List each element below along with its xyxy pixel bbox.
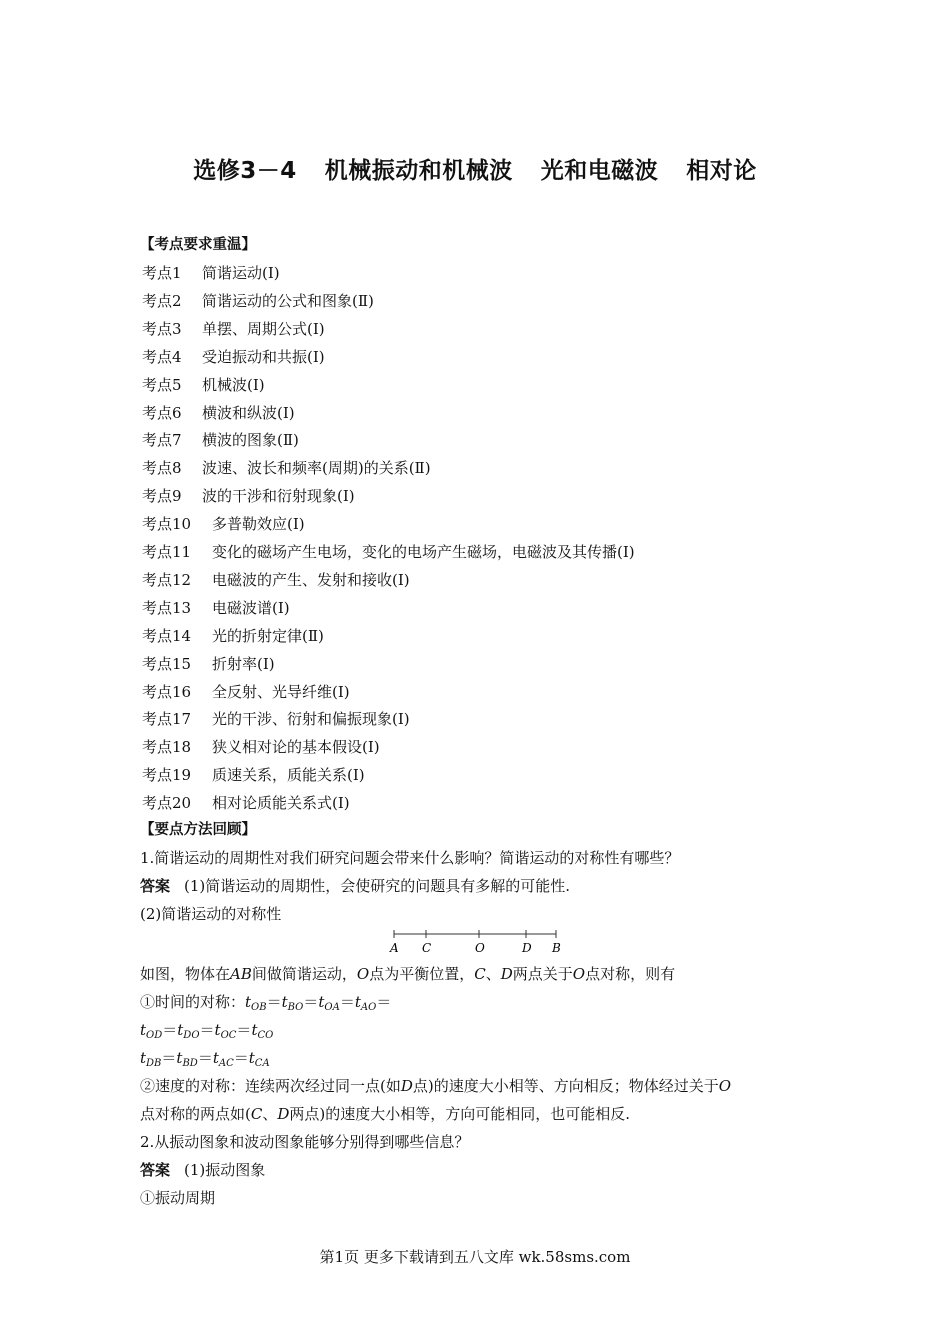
page-footer: 第1页 更多下载请到五八文库 wk.58sms.com [319, 1248, 631, 1266]
text: 点)的速度大小相等、方向相反；物体经过关于 [412, 1077, 719, 1095]
kaodian-item [142, 682, 350, 702]
sub: OA [324, 1002, 340, 1013]
text: 、 [485, 965, 501, 983]
kaodian-text: 全反射、光导纤维(Ⅰ) [212, 682, 350, 701]
var-O: O [356, 965, 370, 983]
eq-sign: ＝ [376, 993, 392, 1011]
title-part-2: 机械振动和机械波 [324, 158, 513, 184]
var-t: t [245, 993, 252, 1011]
kaodian-number: 考点12 [142, 570, 192, 589]
kaodian-text: 横波和纵波(Ⅰ) [202, 403, 295, 422]
eq-sign: ＝ [266, 993, 282, 1011]
kaodian-number: 考点7 [142, 431, 182, 450]
kaodian-number: 考点8 [142, 459, 182, 478]
question-2: 2.从振动图象和波动图象能够分别得到哪些信息？ [140, 1133, 470, 1151]
var-AB: AB [230, 965, 252, 983]
kaodian-item [142, 458, 431, 478]
text: 两点)的速度大小相等，方向可能相同，也可能相反. [289, 1105, 631, 1123]
eq-sign: ＝ [197, 1049, 213, 1067]
kaodian-number: 考点11 [142, 543, 192, 561]
paragraph-setup [140, 964, 675, 984]
kaodian-text: 简谐运动(Ⅰ) [202, 264, 280, 282]
kaodian-number: 考点2 [142, 291, 182, 310]
sub: DB [146, 1058, 162, 1069]
var-D: D [400, 1077, 413, 1095]
kaodian-number: 考点10 [142, 515, 192, 534]
kaodian-text: 波的干涉和衍射现象(Ⅰ) [202, 487, 355, 506]
title-part-1: 选修3－4 [193, 158, 297, 184]
shm-position-diagram [386, 926, 566, 956]
text: 间做简谐运动， [251, 965, 357, 983]
page-title [0, 152, 950, 185]
kaodian-text: 横波的图象(Ⅱ) [202, 431, 299, 450]
var-t: t [176, 1049, 183, 1067]
kaodian-number: 考点13 [142, 598, 192, 617]
kaodian-text: 多普勒效应(Ⅰ) [212, 515, 305, 534]
kaodian-number: 考点3 [142, 319, 182, 338]
var-O: O [572, 965, 586, 983]
kaodian-number: 考点4 [142, 347, 182, 366]
sub: OB [251, 1002, 267, 1013]
kaodian-number: 考点16 [142, 682, 192, 701]
label-B: B [552, 941, 561, 955]
kaodian-text: 机械波(Ⅰ) [202, 375, 265, 394]
var-t: t [251, 1021, 258, 1039]
eq-sign: ＝ [162, 1021, 178, 1039]
answer-label: 答案 [140, 1161, 171, 1179]
var-t: t [140, 1021, 147, 1039]
question-1: 1.简谐运动的周期性对我们研究问题会带来什么影响？简谐运动的对称性有哪些？ [140, 849, 680, 867]
kaodian-number: 考点6 [142, 403, 182, 422]
sub: AC [218, 1058, 234, 1069]
kaodian-item [142, 598, 290, 618]
var-C: C [474, 965, 486, 983]
label-O: O [475, 941, 485, 955]
time-symmetry-line-2 [140, 1020, 273, 1046]
time-symmetry-line-1 [140, 992, 391, 1018]
kaodian-item [142, 514, 305, 534]
kaodian-text: 相对论质能关系式(Ⅰ) [212, 794, 350, 813]
text: 两点关于 [512, 965, 573, 983]
sub: AO [360, 1002, 377, 1013]
kaodian-number: 考点18 [142, 738, 192, 757]
var-t: t [248, 1049, 255, 1067]
kaodian-item [142, 709, 410, 729]
var-t: t [212, 1049, 219, 1067]
kaodian-item [142, 319, 325, 339]
eq-sign: ＝ [161, 1049, 177, 1067]
kaodian-number: 考点15 [142, 654, 192, 673]
answer-2-line-1 [140, 1160, 265, 1180]
kaodian-text: 光的干涉、衍射和偏振现象(Ⅰ) [212, 710, 410, 729]
kaodian-item [142, 654, 275, 674]
kaodian-item [142, 570, 410, 590]
var-D: D [277, 1105, 290, 1123]
kaodian-text: 单摆、周期公式(Ⅰ) [202, 319, 325, 338]
text: ②速度的对称：连续两次经过同一点(如 [140, 1077, 401, 1095]
kaodian-number: 考点20 [142, 794, 192, 813]
time-symmetry-label: ①时间的对称： [140, 993, 246, 1011]
time-symmetry-line-3 [140, 1048, 270, 1074]
speed-symmetry-line-1 [140, 1076, 731, 1096]
var-t: t [214, 1021, 221, 1039]
answer-2-text-1: (1)振动图象 [184, 1161, 266, 1179]
section-heading-requirements: 【考点要求重温】 [140, 237, 256, 253]
kaodian-number: 考点1 [142, 264, 182, 282]
kaodian-text: 光的折射定律(Ⅱ) [212, 626, 324, 645]
eq-sign: ＝ [236, 1021, 252, 1039]
kaodian-number: 考点5 [142, 375, 182, 394]
sub: OC [220, 1030, 237, 1041]
eq-sign: ＝ [303, 993, 319, 1011]
text: 如图，物体在 [140, 965, 231, 983]
var-D: D [500, 965, 513, 983]
kaodian-item [142, 263, 280, 283]
kaodian-item [142, 375, 265, 395]
kaodian-item [142, 291, 374, 311]
var-t: t [140, 1049, 147, 1067]
kaodian-text: 波速、波长和频率(周期)的关系(Ⅱ) [202, 459, 431, 478]
var-C: C [250, 1105, 263, 1123]
eq-sign: ＝ [339, 993, 355, 1011]
label-A: A [390, 941, 399, 955]
section-heading-methods: 【要点方法回顾】 [140, 822, 256, 838]
var-t: t [177, 1021, 184, 1039]
kaodian-item [142, 737, 380, 757]
sub: CO [257, 1030, 274, 1041]
kaodian-text: 电磁波谱(Ⅰ) [212, 598, 290, 617]
answer-1-text-1: (1)简谐运动的周期性，会使研究的问题具有多解的可能性. [184, 877, 571, 895]
answer-1-line-1 [140, 876, 570, 896]
eq-sign: ＝ [199, 1021, 215, 1039]
sub: OD [146, 1030, 163, 1041]
kaodian-text: 变化的磁场产生电场，变化的电场产生磁场，电磁波及其传播(Ⅰ) [212, 543, 635, 561]
kaodian-item [142, 626, 324, 646]
kaodian-item [142, 430, 299, 450]
title-part-4: 相对论 [686, 158, 757, 184]
var-t: t [318, 993, 325, 1011]
answer-2-line-2: ①振动周期 [140, 1189, 216, 1207]
var-t: t [281, 993, 288, 1011]
sub: BO [287, 1002, 304, 1013]
answer-1-line-2: (2)简谐运动的对称性 [140, 905, 282, 923]
kaodian-number: 考点17 [142, 710, 192, 729]
kaodian-text: 受迫振动和共振(Ⅰ) [202, 347, 325, 366]
kaodian-text: 电磁波的产生、发射和接收(Ⅰ) [212, 570, 410, 589]
text: 点为平衡位置， [369, 965, 475, 983]
kaodian-item [142, 765, 365, 785]
kaodian-item [142, 347, 325, 367]
kaodian-text: 折射率(Ⅰ) [212, 654, 275, 673]
eq-sign: ＝ [233, 1049, 249, 1067]
label-C: C [422, 941, 432, 955]
kaodian-number: 考点19 [142, 766, 192, 785]
text: 点对称，则有 [585, 965, 676, 983]
label-D: D [522, 941, 532, 955]
sub: BD [182, 1058, 198, 1069]
title-part-3: 光和电磁波 [540, 158, 659, 184]
kaodian-text: 质速关系，质能关系(Ⅰ) [212, 766, 365, 785]
var-O: O [718, 1077, 732, 1095]
sub: DO [183, 1030, 200, 1041]
kaodian-number: 考点14 [142, 626, 192, 645]
answer-label: 答案 [140, 877, 171, 895]
speed-symmetry-line-2 [140, 1104, 630, 1124]
kaodian-number: 考点9 [142, 487, 182, 506]
kaodian-text: 简谐运动的公式和图象(Ⅱ) [202, 291, 374, 310]
kaodian-item [142, 486, 355, 506]
kaodian-text: 狭义相对论的基本假设(Ⅰ) [212, 738, 380, 757]
var-t: t [354, 993, 361, 1011]
text: 点对称的两点如( [140, 1105, 251, 1123]
sub: CA [254, 1058, 270, 1069]
kaodian-item [142, 403, 295, 423]
kaodian-item [142, 793, 350, 813]
text: 、 [262, 1105, 278, 1123]
kaodian-item [142, 542, 635, 562]
